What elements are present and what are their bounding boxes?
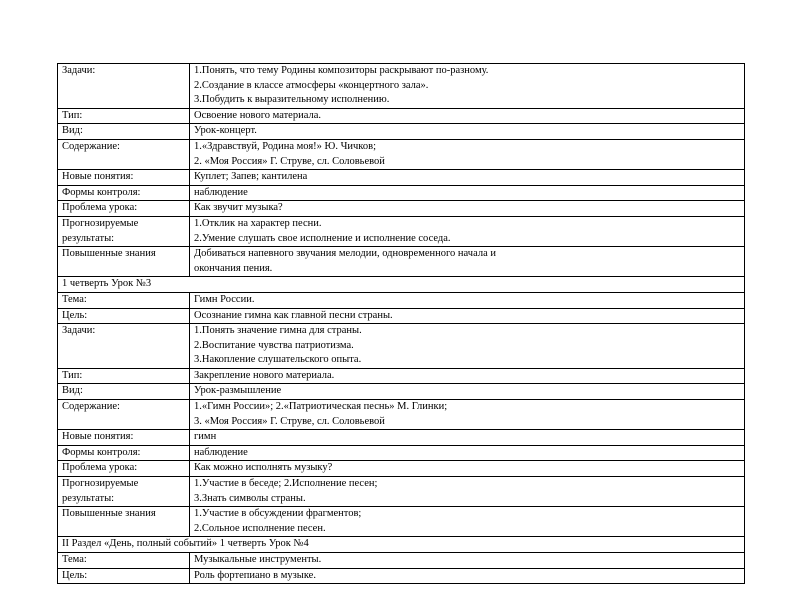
row-value-line: гимн [194,431,217,443]
row-value-cell [190,324,745,369]
table-row [58,201,745,217]
row-value-line: 3. «Моя Россия» Г. Струве, сл. Соловьевой [194,415,385,427]
row-value-line: 2.Создание в классе атмосферы «концертного зала». [194,79,429,91]
row-label: Тип: [62,369,83,381]
row-label-cell [58,400,190,430]
table-row [58,185,745,201]
row-value-line: Как звучит музыка? [194,202,283,214]
row-label-cell [58,170,190,186]
row-value-cell [190,445,745,461]
row-value-line: Роль фортепиано в музыке. [194,569,316,581]
row-label: Вид: [62,125,83,137]
row-label-cell [58,108,190,124]
row-value-cell [190,553,745,569]
row-value-line: 3.Знать символы страны. [194,492,306,504]
row-label: Задачи: [62,65,96,76]
row-value-line: 2.Сольное исполнение песен. [194,522,326,534]
row-value-cell [190,368,745,384]
row-value-cell [190,477,745,507]
row-label: Проблема урока: [62,462,138,474]
row-label-cell [58,553,190,569]
row-label: Задачи: [62,325,96,337]
table-row [58,292,745,308]
table-row [58,568,745,584]
section-header: 1 четверть Урок №3 [58,277,745,293]
row-label-cell [58,445,190,461]
row-value-line: наблюдение [194,446,248,458]
row-label-cell [58,368,190,384]
row-label: Новые понятия: [62,171,134,183]
row-label-cell [58,461,190,477]
table-row [58,324,745,369]
table-row [58,124,745,140]
row-value-cell [190,247,745,277]
row-value-cell [190,292,745,308]
row-label-cell [58,477,190,507]
row-value-line: 1.Понять значение гимна для страны. [194,325,362,337]
row-value-line: 3.Побудить к выразительному исполнению. [194,94,390,106]
row-value-cell [190,216,745,246]
row-label-cell [58,324,190,369]
row-label-cell [58,292,190,308]
row-label: Тема: [62,554,87,565]
row-value-cell [190,400,745,430]
table-row [58,64,745,109]
row-value-line: Закрепление нового материала. [194,369,335,381]
row-value-line: 1.Отклик на характер песни. [194,217,322,229]
row-label: Формы контроля: [62,186,141,198]
row-label-cell [58,384,190,400]
table-row [58,400,745,430]
row-value-cell [190,308,745,324]
lesson-plan-table [57,63,745,584]
row-value-line: Освоение нового материала. [194,109,321,121]
row-value-line: окончания пения. [194,262,273,274]
row-label: Проблема урока: [62,202,138,214]
row-value-cell [190,64,745,109]
row-value-cell [190,384,745,400]
row-value-cell [190,139,745,169]
row-label-cell [58,308,190,324]
row-value-line: 2.Умение слушать свое исполнение и исполнение соседа. [194,232,451,244]
table-row [58,384,745,400]
table-row [58,108,745,124]
row-value-line: 1.«Здравствуй, Родина моя!» Ю. Чичков; [194,140,376,152]
row-label-cell [58,430,190,446]
row-value-line: Музыкальные инструменты. [194,554,322,565]
row-label: Тип: [62,109,83,121]
row-value-cell [190,568,745,584]
row-value-line: Куплет; Запев; кантилена [194,171,308,183]
row-value-line: 1.Понять, что тему Родины композиторы раскрывают по-разному. [194,65,489,76]
row-label: Повышенные знания [62,248,156,260]
table-row [58,368,745,384]
row-value-line: Урок-концерт. [194,125,257,137]
table-row [58,553,745,569]
table-row [58,170,745,186]
row-value-cell [190,461,745,477]
row-value-line: 1.Участие в беседе; 2.Исполнение песен; [194,478,378,490]
row-value-cell [190,108,745,124]
row-value-line: 2. «Моя Россия» Г. Струве, сл. Соловьевой [194,155,385,167]
row-label-cell [58,201,190,217]
row-label: Тема: [62,293,87,305]
row-label: Цель: [62,569,88,581]
row-label: Содержание: [62,140,120,152]
row-label: Новые понятия: [62,431,134,443]
row-value-line: 2.Воспитание чувства патриотизма. [194,339,354,351]
table-row [58,139,745,169]
row-label-cell [58,139,190,169]
row-value-line: Как можно исполнять музыку? [194,462,333,474]
section-header-row [58,537,745,553]
row-label: Прогнозируемые [62,478,139,490]
table-row [58,461,745,477]
row-label-cell [58,507,190,537]
table-row [58,308,745,324]
row-value-cell [190,201,745,217]
lesson-plan-table-body [58,64,745,584]
row-label: Цель: [62,309,88,321]
row-value-cell [190,170,745,186]
row-label: Прогнозируемые [62,217,139,229]
row-value-cell [190,124,745,140]
row-value-line: 3.Накопление слушательского опыта. [194,354,362,366]
row-label: Вид: [62,385,83,397]
table-row [58,430,745,446]
row-value-line: Гимн России. [194,293,255,305]
table-row [58,247,745,277]
row-label-cell [58,568,190,584]
section-header-row [58,277,745,293]
row-label-cell [58,247,190,277]
row-label: результаты: [62,492,115,504]
row-value-line: наблюдение [194,186,248,198]
row-value-line: 1.«Гимн России»; 2.«Патриотическая песнь» М. Глинки; [194,401,448,413]
row-value-line: Урок-размышление [194,385,282,397]
table-row [58,477,745,507]
row-value-line: Добиваться напевного звучания мелодии, одновременного начала и [194,248,496,260]
row-label-cell [58,64,190,109]
row-label: результаты: [62,232,115,244]
row-value-cell [190,185,745,201]
row-value-cell [190,507,745,537]
row-value-cell [190,430,745,446]
row-value-line: 1.Участие в обсуждении фрагментов; [194,508,362,520]
row-label-cell [58,185,190,201]
row-label-cell [58,216,190,246]
table-row [58,445,745,461]
row-label-cell [58,124,190,140]
row-value-line: Осознание гимна как главной песни страны. [194,309,393,321]
section-header: II Раздел «День, полный событий» 1 четверть Урок №4 [58,537,745,553]
table-row [58,507,745,537]
row-label: Повышенные знания [62,508,156,520]
row-label: Формы контроля: [62,446,141,458]
row-label: Содержание: [62,401,120,413]
table-row [58,216,745,246]
